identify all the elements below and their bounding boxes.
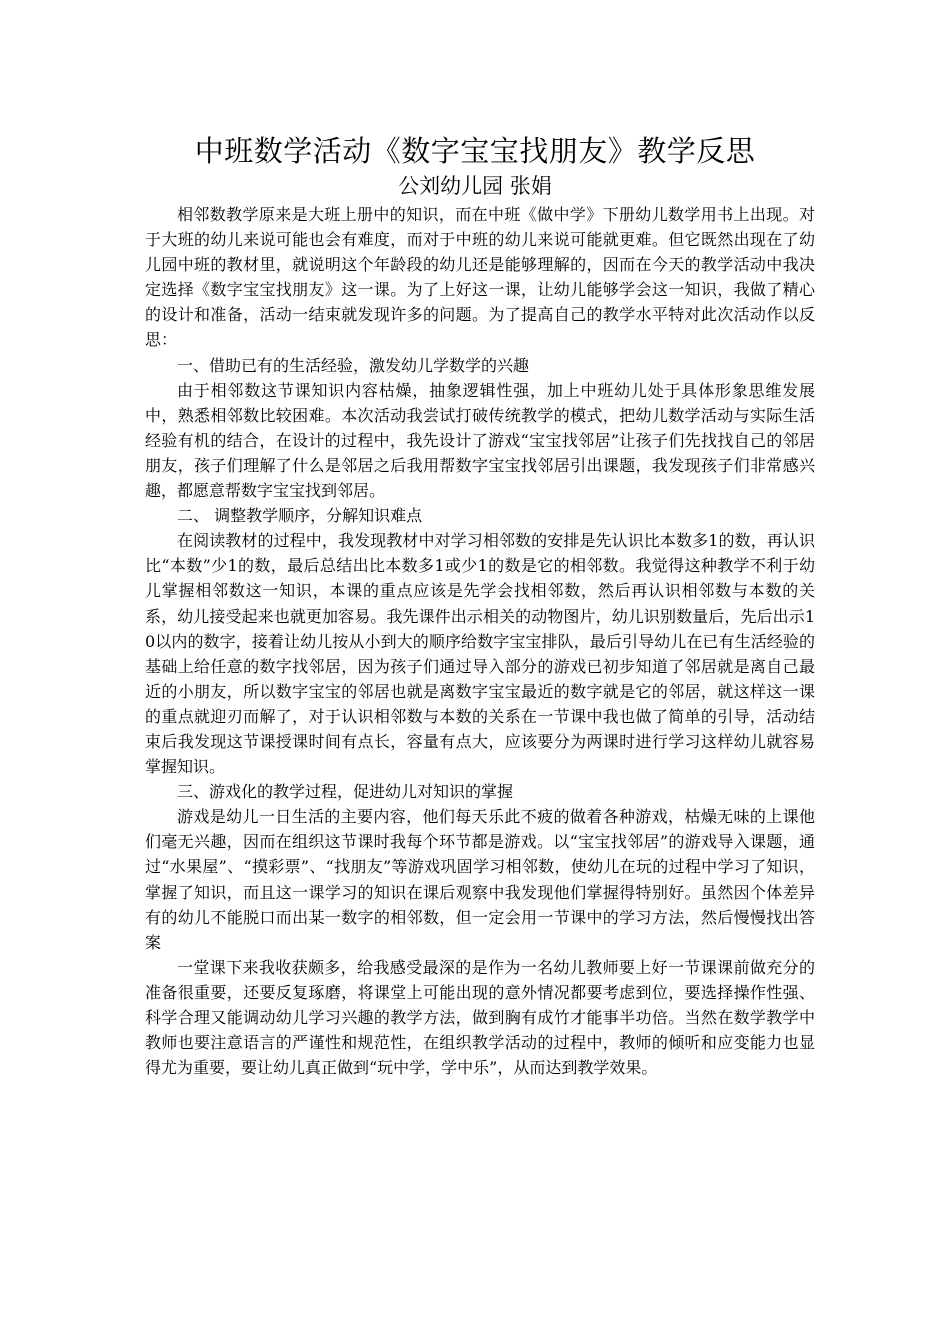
section-heading-1: 一、借助已有的生活经验，激发幼儿学数学的兴趣 [177,355,530,375]
section-paragraph-3: 游戏是幼儿一日生活的主要内容，他们每天乐此不疲的做着各种游戏，枯燥无味的上课他们毫无兴趣，因而在组织这节课时我每个环节都是游戏。以“宝宝找邻居”的游戏导入课题，通过“水果屋”、“摸彩票”、“找朋友”等游戏巩固学习相邻数，使幼儿在玩的过程中学习了知识，掌握了知识，而且这一课学习的知识在课后观察中我发现他们掌握得特别好。虽然因个体差异有的幼儿不能脱口而出某一数字的相邻数，但一定会用一节课中的学习方法，然后慢慢找出答案 [145,807,815,952]
author-line: 公刘幼儿园 张娟 [398,174,552,198]
section-paragraph-1: 由于相邻数这节课知识内容枯燥，抽象逻辑性强，加上中班幼儿处于具体形象思维发展中，熟悉相邻数比较困难。本次活动我尝试打破传统教学的模式，把幼儿数学活动与实际生活经验有机的结合，在设计的过程中，我先设计了游戏“宝宝找邻居”让孩子们先找找自己的邻居朋友，孩子们理解了什么是邻居之后我用帮数字宝宝找邻居引出课题，我发现孩子们非常感兴趣，都愿意帮数字宝宝找到邻居。 [145,380,815,501]
intro-paragraph: 相邻数教学原来是大班上册中的知识，而在中班《做中学》下册幼儿数学用书上出现。对于大班的幼儿来说可能也会有难度，而对于中班的幼儿来说可能就更难。但它既然出现在了幼儿园中班的教材里，就说明这个年龄段的幼儿还是能够理解的，因而在今天的教学活动中我决定选择《数字宝宝找朋友》这一课。为了上好这一课，让幼儿能够学会这一知识，我做了精心的设计和准备，活动一结束就发现许多的问题。为了提高自己的教学水平特对此次活动作以反思： [145,205,815,350]
section-heading-2: 二、 调整教学顺序，分解知识难点 [177,506,423,526]
section-heading-3: 三、游戏化的教学过程，促进幼儿对知识的掌握 [177,782,514,802]
page-title: 中班数学活动《数字宝宝找朋友》教学反思 [194,134,756,168]
document-body [145,202,815,1080]
section-paragraph-2: 在阅读教材的过程中，我发现教材中对学习相邻数的安排是先认识比本数多1的数，再认识比“本数”少1的数，最后总结出比本数多1或少1的数是它的相邻数。我觉得这种教学不利于幼儿掌握相邻数这一知识，本课的重点应该是先学会找相邻数，然后再认识相邻数与本数的关系，幼儿接受起来也就更加容易。我先课件出示相关的动物图片，幼儿识别数量后，先后出示10以内的数字，接着让幼儿按从小到大的顺序给数字宝宝排队，最后引导幼儿在已有生活经验的基础上给任意的数字找邻居，因为孩子们通过导入部分的游戏已初步知道了邻居就是离自己最近的小朋友，所以数字宝宝的邻居也就是离数字宝宝最近的数字就是它的邻居，就这样这一课的重点就迎刃而解了，对于认识相邻数与本数的关系在一节课中我也做了简单的引导，活动结束后我发现这节课授课时间有点长，容量有点大，应该要分为两课时进行学习这样幼儿就容易掌握知识。 [145,531,815,777]
conclusion-paragraph: 一堂课下来我收获颇多，给我感受最深的是作为一名幼儿教师要上好一节课课前做充分的准备很重要，还要反复琢磨，将课堂上可能出现的意外情况都要考虑到位，要选择操作性强、科学合理又能调动幼儿学习兴趣的教学方法，做到胸有成竹才能事半功倍。当然在数学教学中教师也要注意语言的严谨性和规范性，在组织教学活动的过程中，教师的倾听和应变能力也显得尤为重要，要让幼儿真正做到“玩中学，学中乐”，从而达到教学效果。 [145,957,815,1078]
